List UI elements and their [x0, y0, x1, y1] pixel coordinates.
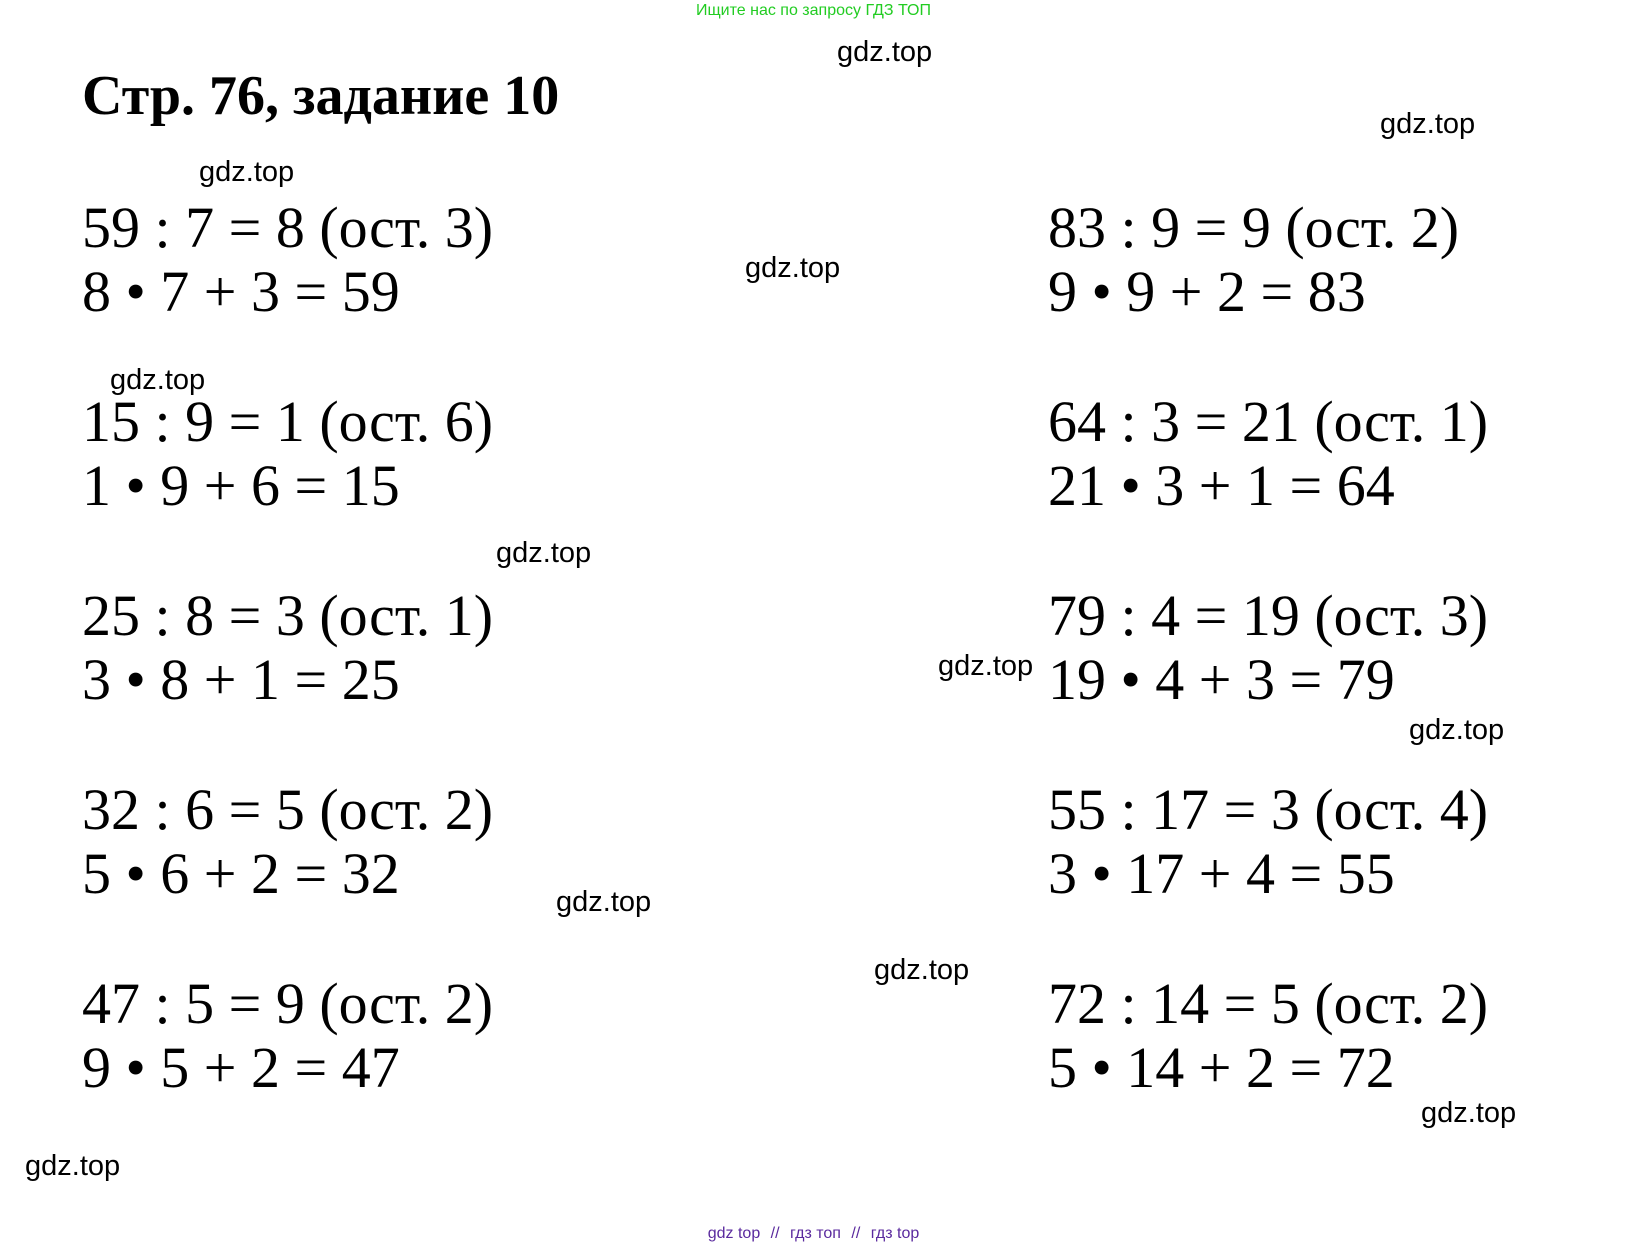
division-equation: 59 : 7 = 8 (ост. 3) — [82, 195, 494, 260]
footer-separator: // — [851, 1225, 861, 1242]
check-equation: 19 • 4 + 3 = 79 — [1048, 647, 1395, 712]
division-equation: 32 : 6 = 5 (ост. 2) — [82, 777, 494, 842]
footer-separator: // — [770, 1225, 780, 1242]
footer-link[interactable]: гдз top — [870, 1225, 920, 1242]
check-equation: 9 • 9 + 2 = 83 — [1048, 259, 1366, 324]
division-equation: 83 : 9 = 9 (ост. 2) — [1048, 195, 1460, 260]
watermark: gdz.top — [556, 886, 652, 918]
watermark: gdz.top — [1380, 108, 1476, 140]
check-equation: 5 • 14 + 2 = 72 — [1048, 1035, 1395, 1100]
watermark: gdz.top — [745, 252, 841, 284]
division-equation: 55 : 17 = 3 (ост. 4) — [1048, 777, 1489, 842]
footer-link[interactable]: гдз топ — [790, 1225, 841, 1242]
watermark: gdz.top — [837, 36, 933, 68]
division-equation: 47 : 5 = 9 (ост. 2) — [82, 971, 494, 1036]
watermark: gdz.top — [110, 364, 206, 396]
check-equation: 9 • 5 + 2 = 47 — [82, 1035, 400, 1100]
page-title: Стр. 76, задание 10 — [82, 65, 560, 127]
check-equation: 3 • 8 + 1 = 25 — [82, 647, 400, 712]
top-banner: Ищите нас по запросу ГДЗ ТОП — [696, 2, 931, 19]
check-equation: 3 • 17 + 4 = 55 — [1048, 841, 1395, 906]
check-equation: 8 • 7 + 3 = 59 — [82, 259, 400, 324]
watermark: gdz.top — [1409, 714, 1505, 746]
watermark: gdz.top — [1421, 1097, 1517, 1129]
watermark: gdz.top — [25, 1150, 121, 1182]
check-equation: 21 • 3 + 1 = 64 — [1048, 453, 1395, 518]
watermark: gdz.top — [496, 537, 592, 569]
division-equation: 64 : 3 = 21 (ост. 1) — [1048, 389, 1489, 454]
watermark: gdz.top — [938, 650, 1034, 682]
division-equation: 25 : 8 = 3 (ост. 1) — [82, 583, 494, 648]
division-equation: 72 : 14 = 5 (ост. 2) — [1048, 971, 1489, 1036]
check-equation: 1 • 9 + 6 = 15 — [82, 453, 400, 518]
footer-link[interactable]: gdz top — [707, 1225, 761, 1242]
division-equation: 79 : 4 = 19 (ост. 3) — [1048, 583, 1489, 648]
footer-links — [0, 1225, 1627, 1243]
watermark: gdz.top — [199, 156, 295, 188]
check-equation: 5 • 6 + 2 = 32 — [82, 841, 400, 906]
division-equation: 15 : 9 = 1 (ост. 6) — [82, 389, 494, 454]
watermark: gdz.top — [874, 954, 970, 986]
